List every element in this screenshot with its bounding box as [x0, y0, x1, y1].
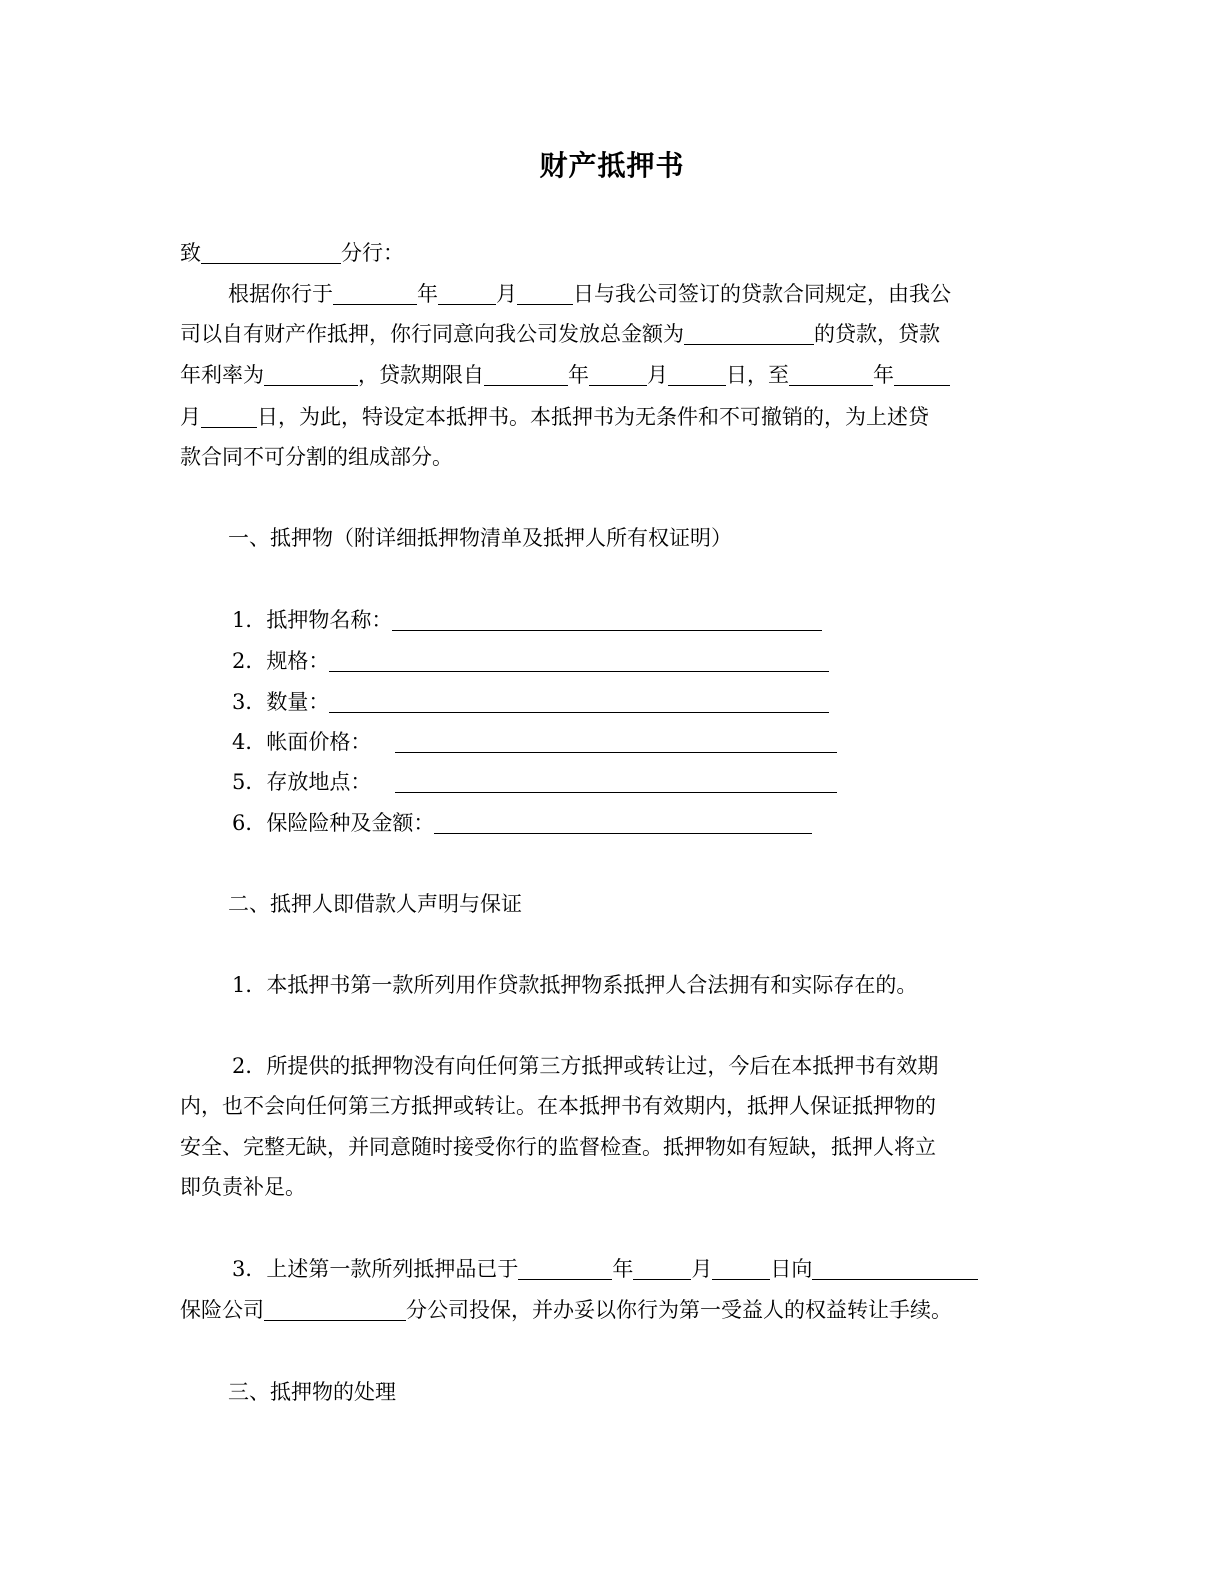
- contract-year-field[interactable]: [333, 282, 417, 305]
- intro-line-4: [180, 402, 929, 432]
- intro-text: 月: [647, 363, 668, 387]
- section2-paragraph-1: 1．本抵押书第一款所列用作贷款抵押物系抵押人合法拥有和实际存在的。: [232, 973, 918, 997]
- start-day-field[interactable]: [668, 363, 726, 386]
- intro-text: 年: [568, 363, 589, 387]
- insured-day-field[interactable]: [712, 1257, 770, 1280]
- section2-heading: 二、抵押人即借款人声明与保证: [228, 892, 522, 916]
- intro-text: 月: [180, 405, 201, 429]
- salutation-suffix: 分行：: [341, 241, 404, 265]
- collateral-name-field[interactable]: [392, 608, 822, 631]
- p3-text: 保险公司: [180, 1298, 264, 1322]
- section2-paragraph-2-line-2: 内，也不会向任何第三方抵押或转让。在本抵押书有效期内，抵押人保证抵押物的: [180, 1094, 936, 1118]
- section2-paragraph-2-line-4: 即负责补足。: [180, 1175, 306, 1199]
- section3-heading: 三、抵押物的处理: [228, 1380, 396, 1404]
- intro-text: 根据你行于: [228, 282, 333, 306]
- insurance-field[interactable]: [434, 811, 812, 834]
- storage-location-field[interactable]: [395, 770, 837, 793]
- intro-text: 日，至: [726, 363, 789, 387]
- section2-paragraph-2-line-3: 安全、完整无缺，并同意随时接受你行的监督检查。抵押物如有短缺，抵押人将立: [180, 1135, 936, 1159]
- insured-year-field[interactable]: [518, 1257, 612, 1280]
- intro-line-5: 款合同不可分割的组成部分。: [180, 445, 453, 469]
- intro-text: 日与我公司签订的贷款合同规定，由我公: [573, 282, 951, 306]
- loan-amount-field[interactable]: [684, 322, 814, 345]
- section2-paragraph-3-line-1: [180, 1254, 978, 1284]
- intro-text: 日，为此，特设定本抵押书。本抵押书为无条件和不可撤销的，为上述贷: [257, 405, 929, 429]
- insured-month-field[interactable]: [633, 1257, 691, 1280]
- item-label: 4．帐面价格：: [232, 730, 372, 754]
- end-month-field[interactable]: [894, 363, 950, 386]
- start-year-field[interactable]: [484, 363, 568, 386]
- collateral-item-1: [180, 605, 822, 635]
- book-value-field[interactable]: [395, 730, 837, 753]
- intro-text: 月: [496, 282, 517, 306]
- intro-text: 司以自有财产作抵押，你行同意向我公司发放总金额为: [180, 322, 684, 346]
- document-title: 财产抵押书: [539, 149, 685, 182]
- salutation-prefix: 致: [180, 241, 201, 265]
- section2-paragraph-2-line-1: 2．所提供的抵押物没有向任何第三方抵押或转让过，今后在本抵押书有效期: [232, 1054, 939, 1078]
- end-day-field[interactable]: [201, 405, 257, 428]
- collateral-item-3: [180, 687, 829, 717]
- interest-rate-field[interactable]: [264, 363, 358, 386]
- intro-text: ，贷款期限自: [358, 363, 484, 387]
- item-label: 3．数量：: [232, 690, 330, 714]
- item-label: 1．抵押物名称：: [232, 608, 393, 632]
- insurance-company-field[interactable]: [812, 1257, 978, 1280]
- insurance-branch-field[interactable]: [264, 1298, 406, 1321]
- intro-line-2: [180, 319, 940, 349]
- p3-text: 分公司投保，并办妥以你行为第一受益人的权益转让手续。: [406, 1298, 952, 1322]
- section2-paragraph-3-line-2: [180, 1295, 952, 1325]
- item-label: 2．规格：: [232, 649, 330, 673]
- p3-text: 年: [612, 1257, 634, 1281]
- collateral-item-2: [180, 646, 829, 676]
- contract-month-field[interactable]: [438, 282, 496, 305]
- end-year-field[interactable]: [789, 363, 873, 386]
- collateral-item-5: [180, 767, 837, 797]
- intro-text: 的贷款，贷款: [814, 322, 940, 346]
- section1-heading: 一、抵押物（附详细抵押物清单及抵押人所有权证明）: [228, 526, 732, 550]
- branch-name-field[interactable]: [201, 241, 341, 264]
- intro-text: 年利率为: [180, 363, 264, 387]
- intro-line-1: [180, 279, 951, 309]
- quantity-field[interactable]: [329, 690, 829, 713]
- item-label: 6．保险险种及金额：: [232, 811, 435, 835]
- p3-text: 月: [691, 1257, 713, 1281]
- specification-field[interactable]: [329, 649, 829, 672]
- p3-text: 3．上述第一款所列抵押品已于: [232, 1257, 519, 1281]
- p3-text: 日向: [770, 1257, 813, 1281]
- intro-text: 年: [873, 363, 894, 387]
- collateral-item-6: [180, 808, 812, 838]
- intro-text: 年: [417, 282, 438, 306]
- collateral-item-4: [180, 727, 837, 757]
- salutation-line: [180, 238, 404, 268]
- start-month-field[interactable]: [589, 363, 647, 386]
- intro-line-3: [180, 360, 950, 390]
- contract-day-field[interactable]: [517, 282, 573, 305]
- item-label: 5．存放地点：: [232, 770, 372, 794]
